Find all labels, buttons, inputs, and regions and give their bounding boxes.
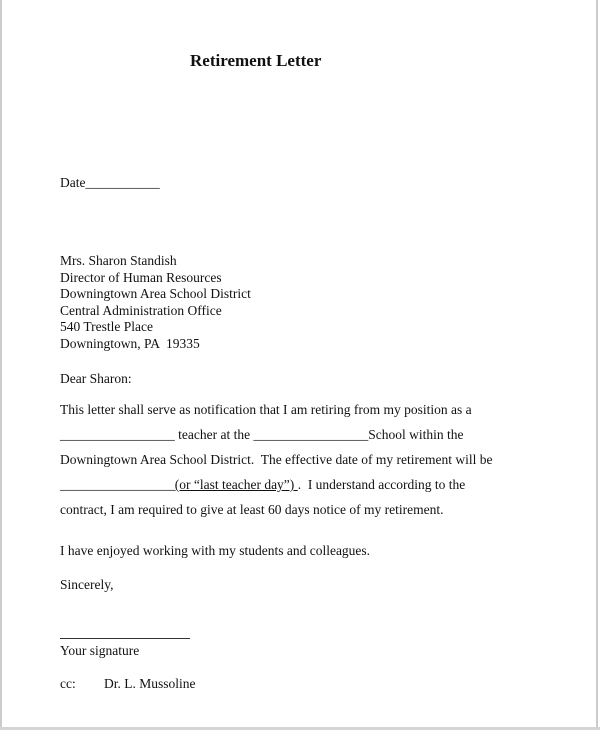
recipient-street: 540 Trestle Place <box>60 319 153 334</box>
body-line-4 <box>60 478 465 492</box>
body-line-2: _________________ teacher at the _________________School within the <box>60 427 464 442</box>
body-line-5: contract, I am required to give at least 60 days notice of my retirement. <box>60 502 444 517</box>
body-line-4-rest: . I understand according to the <box>297 477 466 492</box>
document-title: Retirement Letter <box>190 51 322 70</box>
recipient-organization: Downingtown Area School District <box>60 286 251 301</box>
recipient-city: Downingtown, PA 19335 <box>60 335 200 351</box>
body-line-3: Downingtown Area School District. The effective date of my retirement will be <box>60 452 493 467</box>
date-blank: _________________ <box>60 477 175 492</box>
signature-line <box>60 638 190 639</box>
cc-name: Dr. L. Mussoline <box>104 676 196 691</box>
recipient-name: Mrs. Sharon Standish <box>60 253 177 268</box>
body-line-1: This letter shall serve as notification that I am retiring from my position as a <box>60 402 472 417</box>
salutation: Dear Sharon: <box>60 371 132 386</box>
signature-label: Your signature <box>60 643 140 658</box>
recipient-title: Director of Human Resources <box>60 269 222 285</box>
recipient-office: Central Administration Office <box>60 302 222 318</box>
closing: Sincerely, <box>60 577 114 592</box>
closing-paragraph: I have enjoyed working with my students and colleagues. <box>60 543 371 558</box>
last-day-note: (or “last teacher day”) <box>174 477 298 492</box>
date-line: Date___________ <box>60 175 160 190</box>
cc-label: cc: <box>60 676 76 691</box>
